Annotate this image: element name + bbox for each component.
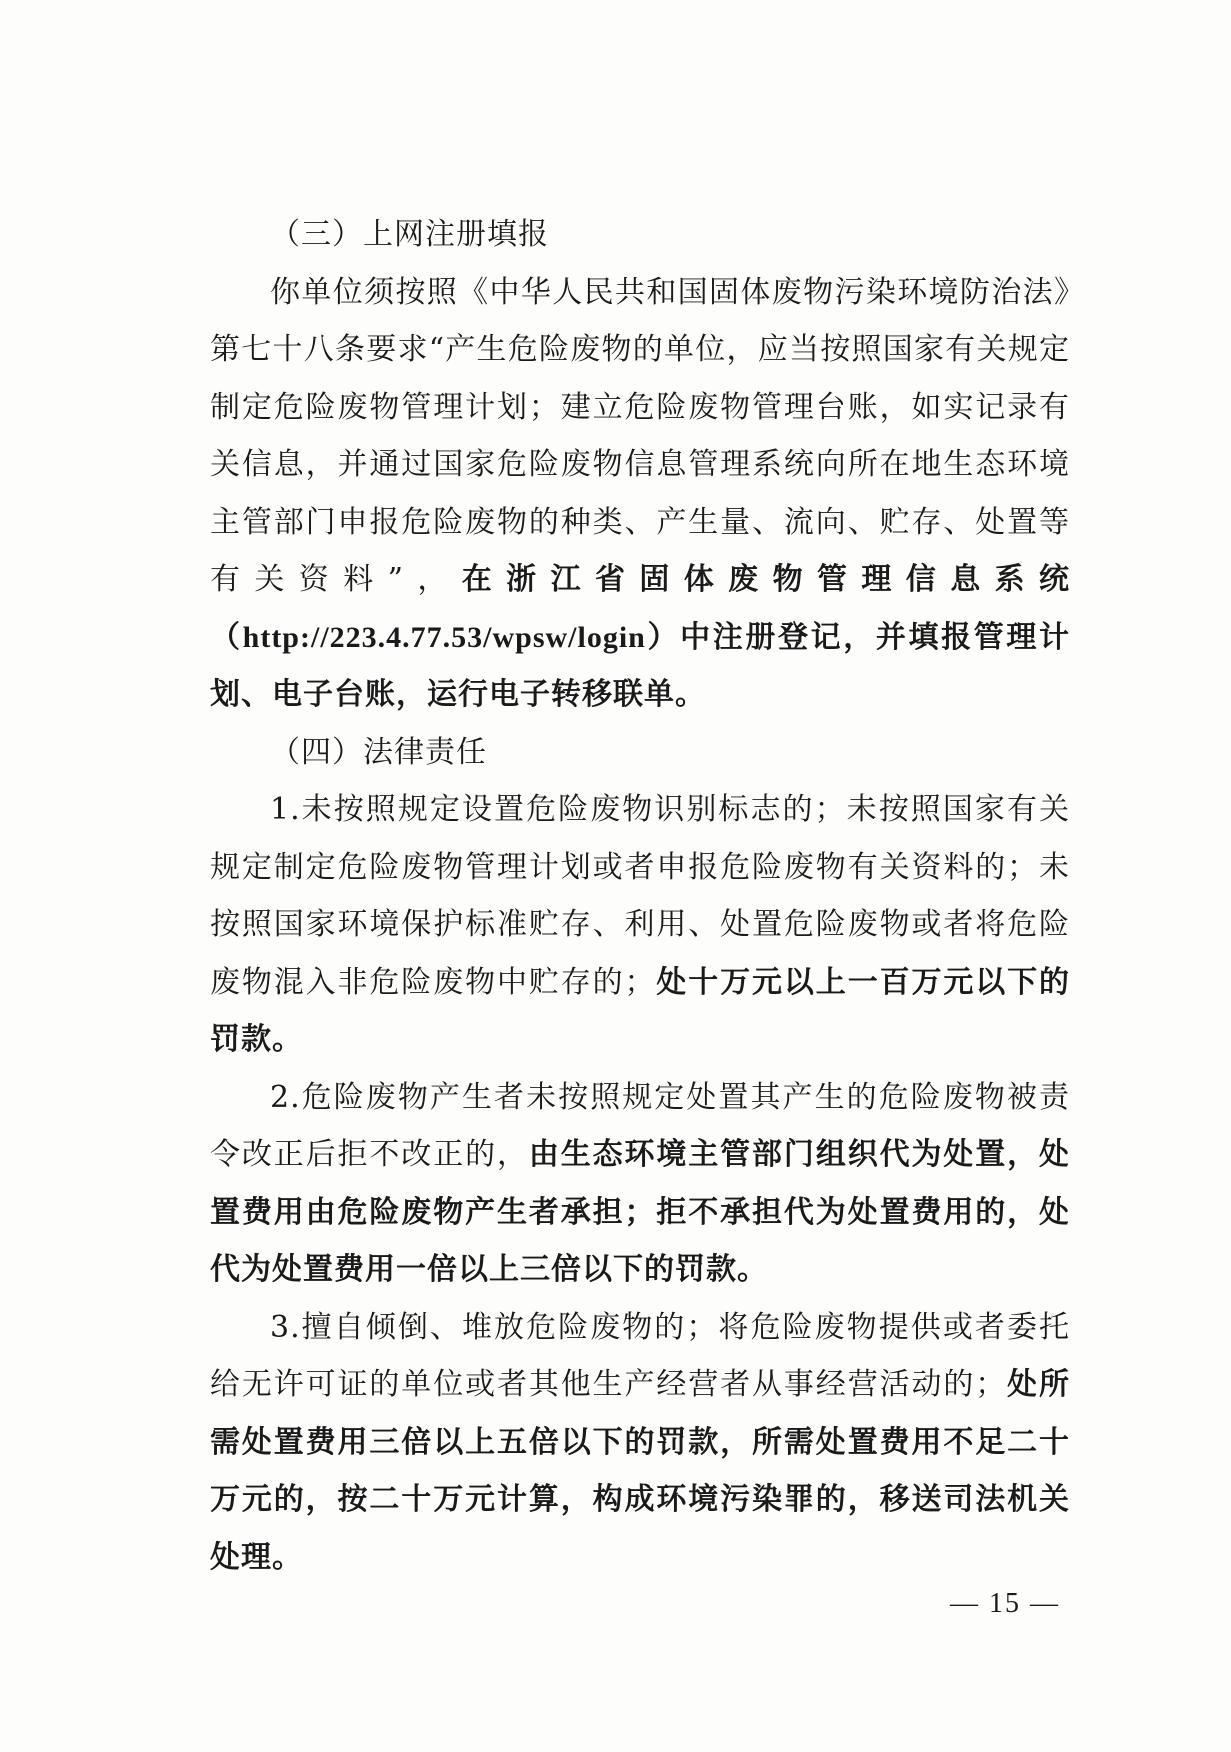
document-body [210, 206, 1070, 1586]
liability-item-2 [210, 1069, 1070, 1299]
page-number: — 15 — [950, 1588, 1060, 1619]
section-3-heading: （三）上网注册填报 [270, 217, 549, 252]
liability-item-3-penalty: 处所需处置费用三倍以上五倍以下的罚款，所需处置费用不足二十万元的，按二十万元计算，构成环境污染罪的，移送司法机关处理。 [210, 1367, 1071, 1575]
liability-item-3-text: 3.擅自倾倒、堆放危险废物的；将危险废物提供或者委托给无许可证的单位或者其他生产经营者从事经营活动的； [210, 1309, 1070, 1402]
liability-item-1 [210, 781, 1070, 1069]
section-3-bold-text-2: ）中注册登记，并填报管理计划、电子台账，运行电子转移联单。 [210, 619, 1071, 712]
section-3-text: 你单位须按照《中华人民共和国固体废物污染环境防治法》第七十八条要求“产生危险废物的单位，应当按照国家有关规定制定危险废物管理计划；建立危险废物管理台账，如实记录有关信息，并通过国家危险废物信息管理系统向所在地生态环境主管部门申报危险废物的种类、产生量、流向、贮存、处置等有关资料”， [210, 274, 1070, 597]
liability-item-1-text: 1.未按照规定设置危险废物识别标志的；未按照国家有关规定制定危险废物管理计划或者申报危险废物有关资料的；未按照国家环境保护标准贮存、利用、处置危险废物或者将危险废物混入非危险废物中贮存的； [210, 792, 1070, 1000]
section-3-paragraph [210, 264, 1070, 724]
section-4-heading: （四）法律责任 [270, 734, 487, 770]
liability-item-2-penalty: 由生态环境主管部门组织代为处置，处置费用由危险废物产生者承担；拒不承担代为处置费用的，处代为处置费用一倍以上三倍以下的罚款。 [210, 1137, 1071, 1287]
liability-item-3 [210, 1299, 1070, 1587]
system-url: http://223.4.77.53/wpsw/login [242, 620, 646, 654]
liability-item-2-text: 2.危险废物产生者未按照规定处置其产生的危险废物被责令改正后拒不改正的， [210, 1079, 1070, 1172]
liability-item-1-penalty: 处十万元以上一百万元以下的罚款。 [210, 964, 1070, 1057]
section-3-bold-text-1: 在浙江省固体废物管理信息系统（ [210, 562, 1071, 655]
